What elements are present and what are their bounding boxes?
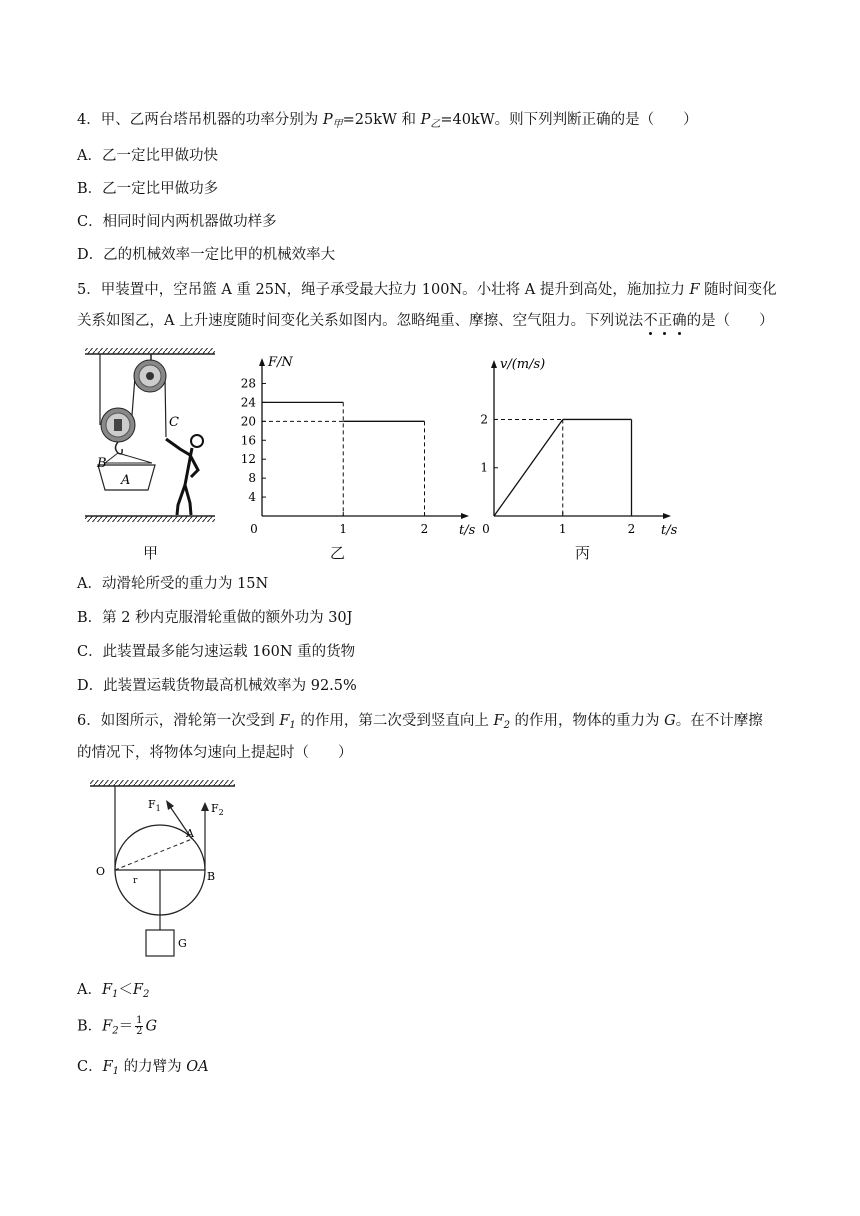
label-a: A <box>186 827 194 840</box>
y-axis-arrow <box>259 358 265 366</box>
label-a: A <box>121 473 131 488</box>
velocity-segment <box>494 419 563 516</box>
q6-stem-line1: 6．如图所示，滑轮第一次受到 $F_1$ 的作用，第二次受到竖直向上 $F_2$ 的作用，物体的重力为 G。在不计摩擦 <box>77 713 763 731</box>
y-tick-label: 20 <box>240 414 256 429</box>
q4-option-a: A．乙一定比甲做功快 <box>77 148 218 164</box>
label-g: G <box>178 937 187 950</box>
q5-stem-line1: 5．甲装置中，空吊篮 A 重 25N，绳子承受最大拉力 100N。小壮将 A 提升到高处，施加拉力 F 随时间变化 <box>77 282 777 298</box>
chart-bing <box>470 350 678 540</box>
figure-pulley-q6 <box>90 778 250 963</box>
x-axis-label: t/s <box>459 523 476 538</box>
object-g <box>146 930 174 956</box>
x-tick-label: 0 <box>250 522 258 536</box>
movable-pulley <box>101 408 135 442</box>
label-r: r <box>133 876 138 886</box>
y-tick-label: 2 <box>480 412 488 427</box>
emphasis-dots: 不正确 <box>643 313 687 329</box>
x-axis-label: t/s <box>661 523 678 538</box>
ceiling <box>85 348 215 354</box>
label-f1: $F_1$ <box>148 798 161 813</box>
q6-option-c: C．$F_1$ 的力臂为 OA <box>77 1059 209 1077</box>
q6-stem-line2: 的情况下，将物体匀速向上提起时（ ） <box>77 745 353 761</box>
stick-figure <box>166 435 203 515</box>
q6-option-a: A．$F_1<F_2$ <box>77 982 150 1000</box>
q4-stem: 4．甲、乙两台塔吊机器的功率分别为 $P_甲=25kW$ 和 $P_乙=40kW$。则下列判断正确的是（ ） <box>77 112 698 130</box>
label-c: C <box>169 415 179 430</box>
label-o: O <box>96 865 106 878</box>
y-axis-label: F/N <box>268 355 293 370</box>
x-tick-label: 0 <box>482 522 490 536</box>
q5-option-d: D．此装置运载货物最高机械效率为 92.5% <box>77 678 357 694</box>
y-tick-label: 12 <box>240 452 256 467</box>
caption-bing: 丙 <box>575 544 591 562</box>
fixed-pulley <box>134 360 166 392</box>
floor <box>85 516 215 522</box>
q5-option-c: C．此装置最多能匀速运载 160N 重的货物 <box>77 644 356 660</box>
x-tick-label: 1 <box>339 522 348 536</box>
x-tick-label: 1 <box>558 522 567 536</box>
label-b: B <box>207 870 216 883</box>
chart-yi <box>240 350 476 540</box>
x-axis-arrow <box>663 513 671 519</box>
q5-option-b: B．第 2 秒内克服滑轮重做的额外功为 30J <box>77 610 353 626</box>
y-tick-label: 28 <box>240 376 256 391</box>
y-tick-label: 24 <box>240 395 256 410</box>
fraction-one-half: $\frac{1}{2}$ <box>136 1015 143 1037</box>
caption-jia: 甲 <box>143 544 159 562</box>
label-b: B <box>97 456 107 471</box>
figure-jia <box>80 345 225 530</box>
y-tick-label: 8 <box>248 471 256 486</box>
q6-option-b: B．$F_2=$ $\frac{1}{2}$ G <box>77 1015 158 1037</box>
q5-stem-line2: 关系如图乙，A 上升速度随时间变化关系如图内。忽略绳重、摩擦、空气阻力。下列说法不正确的是（ ） <box>77 313 774 329</box>
q4-option-c: C．相同时间内两机器做功样多 <box>77 214 277 230</box>
y-tick-label: 1 <box>480 460 488 475</box>
ceiling <box>90 780 235 786</box>
caption-yi: 乙 <box>330 544 346 562</box>
x-axis-arrow <box>461 513 469 519</box>
label-f2: $F_2$ <box>211 802 224 817</box>
y-tick-label: 16 <box>240 433 256 448</box>
y-axis-label: v/(m/s) <box>500 357 546 372</box>
x-tick-label: 2 <box>627 522 636 536</box>
q4-option-d: D．乙的机械效率一定比甲的机械效率大 <box>77 247 336 263</box>
q4-option-b: B．乙一定比甲做功多 <box>77 181 219 197</box>
q5-option-a: A．动滑轮所受的重力为 15N <box>77 576 269 592</box>
y-axis-arrow <box>491 360 497 368</box>
y-tick-label: 4 <box>248 490 256 505</box>
x-tick-label: 2 <box>420 522 429 536</box>
